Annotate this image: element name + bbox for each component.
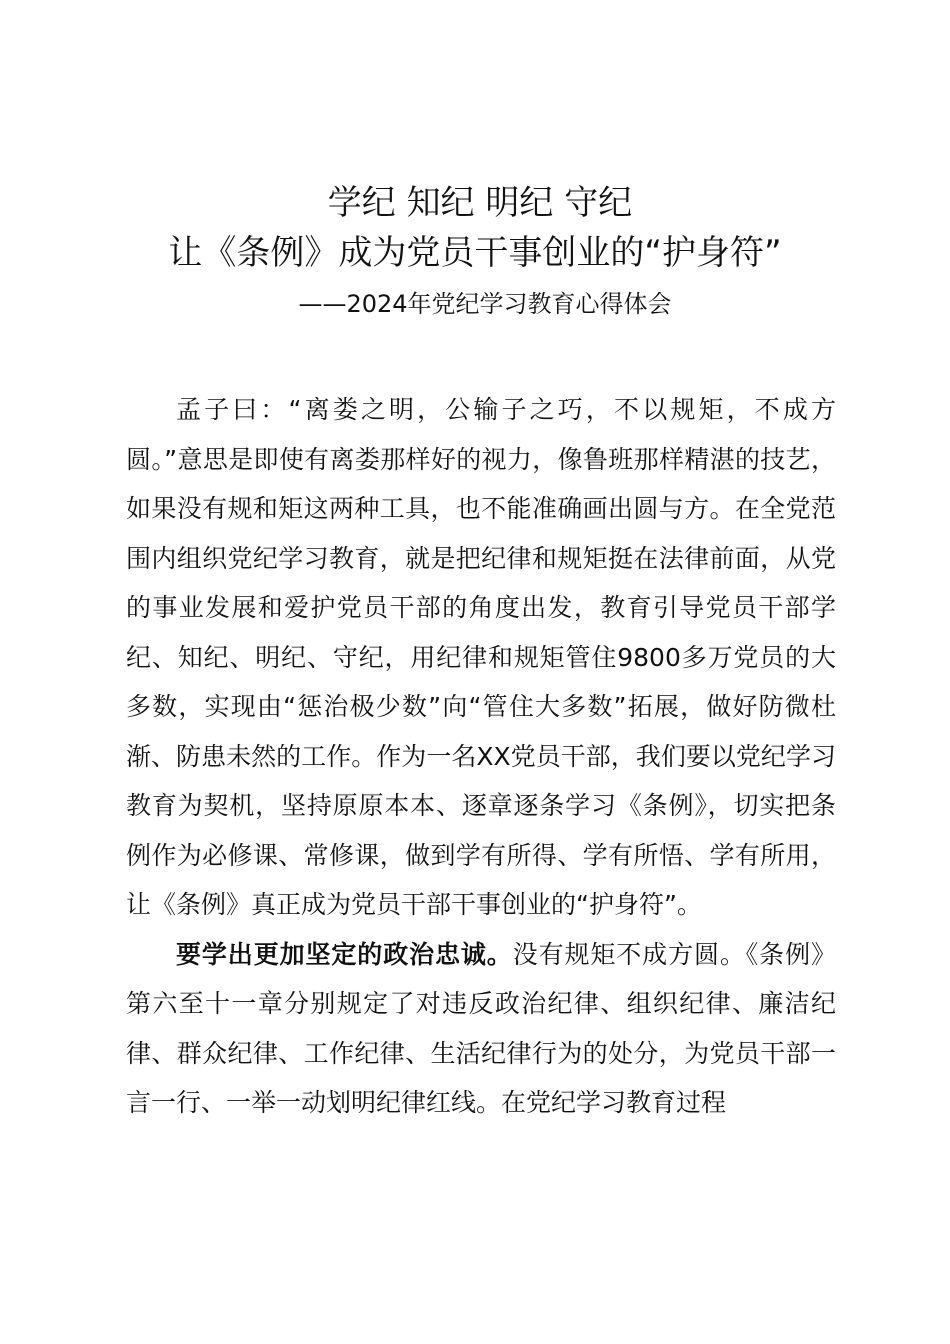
- paragraph-text: 孟子曰：“离娄之明，公输子之巧，不以规矩，不成方圆。”意思是即使有离娄那样好的视力，像鲁班那样精湛的技艺，如果没有规和矩这两种工具，也不能准确画出圆与方。在全党范围内组织党纪学习教育，就是把纪律和规矩挺在法律前面，从党的事业发展和爱护党员干部的角度出发，教育引导党员干部学纪、知纪、明纪、守纪，用纪律和规矩管住9800多万党员的大多数，实现由“惩治极少数”向“管住大多数”拓展，做好防微杜渐、防患未然的工作。作为一名XX党员干部，我们要以党纪学习教育为契机，坚持原原本本、逐章逐条学习《条例》，切实把条例作为必修课、常修课，做到学有所得、学有所悟、学有所用，让《条例》真正成为党员干部干事创业的“护身符”。: [126, 395, 836, 919]
- paragraph-political-loyalty: [126, 930, 836, 1128]
- title-block: [0, 178, 950, 324]
- document-title-line-1: 学纪 知纪 明纪 守纪: [327, 183, 633, 223]
- document-subtitle: ——2024年党纪学习教育心得体会: [298, 290, 672, 318]
- paragraph-lead: 要学出更加坚定的政治忠诚。: [176, 939, 513, 969]
- document-body: [126, 385, 836, 1128]
- paragraph-intro: [126, 385, 836, 930]
- document-title-line-2: 让《条例》成为党员干事创业的“护身符”: [168, 233, 782, 273]
- paragraph-text: 没有规矩不成方圆。《条例》第六至十一章分别规定了对违反政治纪律、组织纪律、廉洁纪律、群众纪律、工作纪律、生活纪律行为的处分，为党员干部一言一行、一举一动划明纪律红线。在党纪学习教育过程: [126, 939, 836, 1117]
